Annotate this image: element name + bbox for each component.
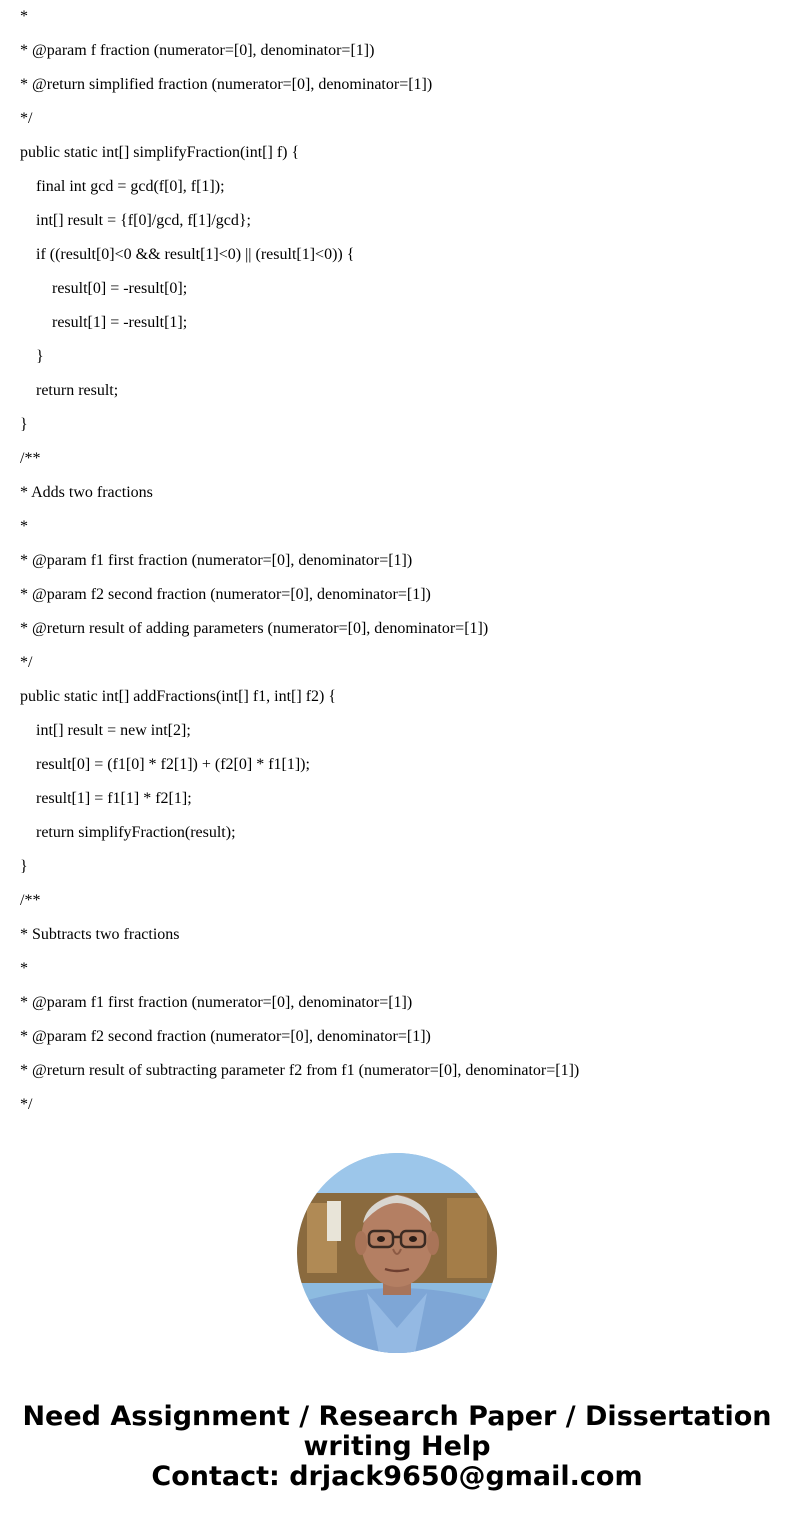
code-line: *	[20, 8, 28, 25]
code-line: int[] result = new int[2];	[36, 722, 191, 739]
contact-banner	[0, 1402, 794, 1492]
code-line: */	[20, 1096, 33, 1113]
code-line: * Adds two fractions	[20, 484, 153, 501]
code-line: final int gcd = gcd(f[0], f[1]);	[36, 178, 225, 195]
code-line: *	[20, 518, 28, 535]
code-line: */	[20, 110, 33, 127]
code-line: }	[20, 416, 28, 433]
code-line: public static int[] simplifyFraction(int[] f) {	[20, 144, 300, 161]
code-line: * @param f2 second fraction (numerator=[0], denominator=[1])	[20, 586, 431, 603]
author-avatar	[297, 1153, 497, 1353]
code-line: /**	[20, 450, 41, 467]
code-line: * Subtracts two fractions	[20, 926, 180, 943]
code-line: return result;	[36, 382, 119, 399]
code-line: result[1] = -result[1];	[52, 314, 188, 331]
contact-line-2: writing Help	[303, 1431, 491, 1462]
contact-line-1: Need Assignment / Research Paper / Dissertation	[22, 1401, 772, 1432]
author-portrait	[297, 1153, 497, 1353]
code-line: * @return result of adding parameters (numerator=[0], denominator=[1])	[20, 620, 489, 637]
code-line: * @return simplified fraction (numerator=[0], denominator=[1])	[20, 76, 433, 93]
code-line: public static int[] addFractions(int[] f1, int[] f2) {	[20, 688, 337, 705]
code-line: * @param f1 first fraction (numerator=[0], denominator=[1])	[20, 552, 413, 569]
code-line: *	[20, 960, 28, 977]
code-line: }	[36, 348, 44, 365]
code-line: result[1] = f1[1] * f2[1];	[36, 790, 192, 807]
code-line: result[0] = (f1[0] * f2[1]) + (f2[0] * f1[1]);	[36, 756, 310, 773]
code-line: * @return result of subtracting parameter f2 from f1 (numerator=[0], denominator=[1])	[20, 1062, 580, 1079]
code-snippet	[20, 0, 780, 1122]
code-line: * @param f fraction (numerator=[0], denominator=[1])	[20, 42, 375, 59]
code-line: /**	[20, 892, 41, 909]
code-line: if ((result[0]<0 && result[1]<0) || (result[1]<0)) {	[36, 246, 355, 263]
code-line: int[] result = {f[0]/gcd, f[1]/gcd};	[36, 212, 251, 229]
code-line: return simplifyFraction(result);	[36, 824, 236, 841]
code-line: * @param f1 first fraction (numerator=[0], denominator=[1])	[20, 994, 413, 1011]
contact-line-3: Contact: drjack9650@gmail.com	[151, 1461, 643, 1492]
code-line: */	[20, 654, 33, 671]
code-line: result[0] = -result[0];	[52, 280, 188, 297]
code-line: }	[20, 858, 28, 875]
code-line: * @param f2 second fraction (numerator=[0], denominator=[1])	[20, 1028, 431, 1045]
